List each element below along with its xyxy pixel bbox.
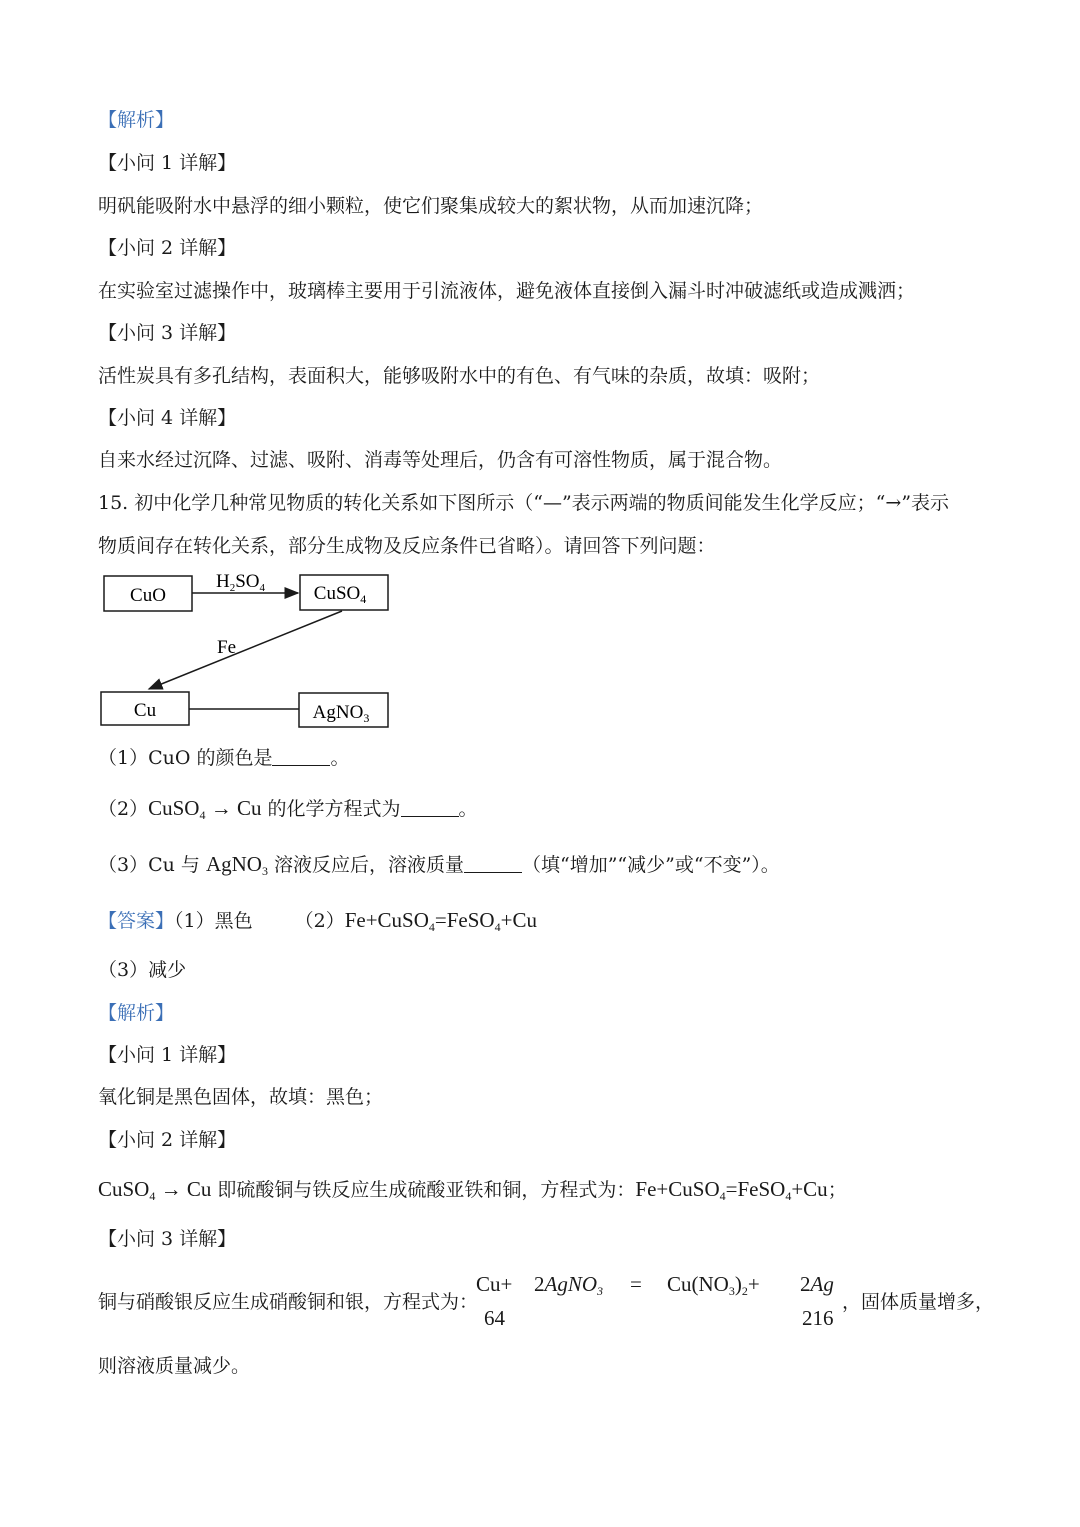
subquestion-2-prompt	[98, 796, 478, 821]
eq-mass-216: 216	[802, 1306, 834, 1330]
eq-mass-64: 64	[484, 1306, 505, 1330]
subquestion-2-number: （2）	[98, 798, 149, 820]
answer-2-number: （2）	[294, 910, 345, 932]
subquestion-2-header: 【小问 2 详解】	[98, 237, 237, 259]
analysis-2-q2-equation: Fe+CuSO$_4$=FeSO$_4$+Cu	[635, 1177, 828, 1203]
subquestion-3-formula: AgNO$_3$	[205, 852, 268, 878]
subquestion-2-period: 。	[458, 798, 478, 820]
answer-1: （1）黑色	[174, 910, 253, 932]
analysis-2-q2-explanation: 即硫酸铜与铁反应生成硫酸亚铁和铜，方程式为：	[211, 1179, 636, 1201]
subquestion-2-prompt-text: 的化学方程式为	[261, 798, 401, 820]
answer-blank-1	[272, 747, 330, 766]
analysis-2-q1-text: 氧化铜是黑色固体，故填：黑色；	[98, 1086, 384, 1108]
subquestion-4-header: 【小问 4 详解】	[98, 407, 237, 429]
subquestion-1-prompt	[98, 746, 350, 770]
question-15-stem-line1: 15. 初中化学几种常见物质的转化关系如下图所示（“—”表示两端的物质间能发生化学反应；“→”表示	[98, 492, 950, 514]
analysis-2-header: 【解析】	[98, 1002, 175, 1024]
analysis-2-q3-tail: ，固体质量增多，	[842, 1291, 995, 1313]
eq-cu: Cu+	[476, 1272, 513, 1296]
arrow-cuso4-to-cu	[149, 611, 342, 689]
answer-blank-2	[401, 798, 459, 817]
answer-3: （3）减少	[98, 959, 187, 981]
analysis-2-q2-header: 【小问 2 详解】	[98, 1129, 237, 1151]
label-cuso4: CuSO$_4$	[313, 583, 367, 606]
label-cu: Cu	[133, 700, 157, 721]
eq-equals: =	[630, 1272, 642, 1296]
subquestion-1-text: 明矾能吸附水中悬浮的细小颗粒，使它们聚集成较大的絮状物，从而加速沉降；	[98, 195, 764, 217]
answer-2-equation: Fe+CuSO$_4$=FeSO$_4$+Cu	[344, 908, 537, 934]
conversion-diagram	[96, 566, 396, 736]
analysis-2-q1-header: 【小问 1 详解】	[98, 1044, 237, 1066]
subquestion-3-hint: （填“增加”“减少”或“不变”）。	[522, 854, 780, 876]
subquestion-1-prompt-text: （1）CuO 的颜色是	[98, 747, 273, 769]
subquestion-1-period: 。	[330, 747, 350, 769]
analysis-2-q3-header: 【小问 3 详解】	[98, 1228, 237, 1250]
question-15-stem-line2: 物质间存在转化关系，部分生成物及反应条件已省略）。请回答下列问题：	[98, 535, 716, 557]
subquestion-3-number: （3）Cu 与	[98, 854, 206, 876]
analysis-2-q3-text: 铜与硝酸银反应生成硝酸铜和银，方程式为：	[98, 1291, 479, 1313]
subquestion-2-formula: CuSO$_4$ → Cu	[148, 796, 262, 822]
subquestion-3-prompt-text: 溶液反应后，溶液质量	[267, 854, 464, 876]
analysis-2-q2-text	[98, 1177, 847, 1202]
answer-label: 【答案】	[98, 910, 175, 932]
subquestion-3-text: 活性炭具有多孔结构，表面积大，能够吸附水中的有色、有气味的杂质，故填：吸附；	[98, 365, 821, 387]
analysis-2-q3-conclusion: 则溶液质量减少。	[98, 1355, 251, 1377]
answer-blank-3	[464, 854, 522, 873]
subquestion-4-text: 自来水经过沉降、过滤、吸附、消毒等处理后，仍含有可溶性物质，属于混合物。	[98, 449, 783, 471]
analysis-2-q2-end: ；	[827, 1179, 847, 1201]
eq-cuno3: $Cu(NO_3)_2+$	[667, 1272, 760, 1298]
analysis-header: 【解析】	[98, 109, 175, 131]
subquestion-2-text: 在实验室过滤操作中，玻璃棒主要用于引流液体，避免液体直接倒入漏斗时冲破滤纸或造成溅洒；	[98, 280, 916, 302]
answer-line-1	[98, 908, 537, 933]
label-fe: Fe	[217, 637, 236, 658]
subquestion-1-header: 【小问 1 详解】	[98, 152, 237, 174]
analysis-2-q2-formula: CuSO$_4$ → Cu	[98, 1177, 212, 1203]
subquestion-3-prompt	[98, 852, 780, 877]
label-cuo: CuO	[130, 585, 166, 606]
label-agno3: AgNO$_3$	[312, 702, 370, 725]
eq-agno3: 2AgNO$_3$	[534, 1272, 603, 1298]
subquestion-3-header: 【小问 3 详解】	[98, 322, 237, 344]
label-h2so4: $H_2SO_4$	[216, 571, 266, 594]
eq-ag: 2Ag	[800, 1272, 834, 1296]
